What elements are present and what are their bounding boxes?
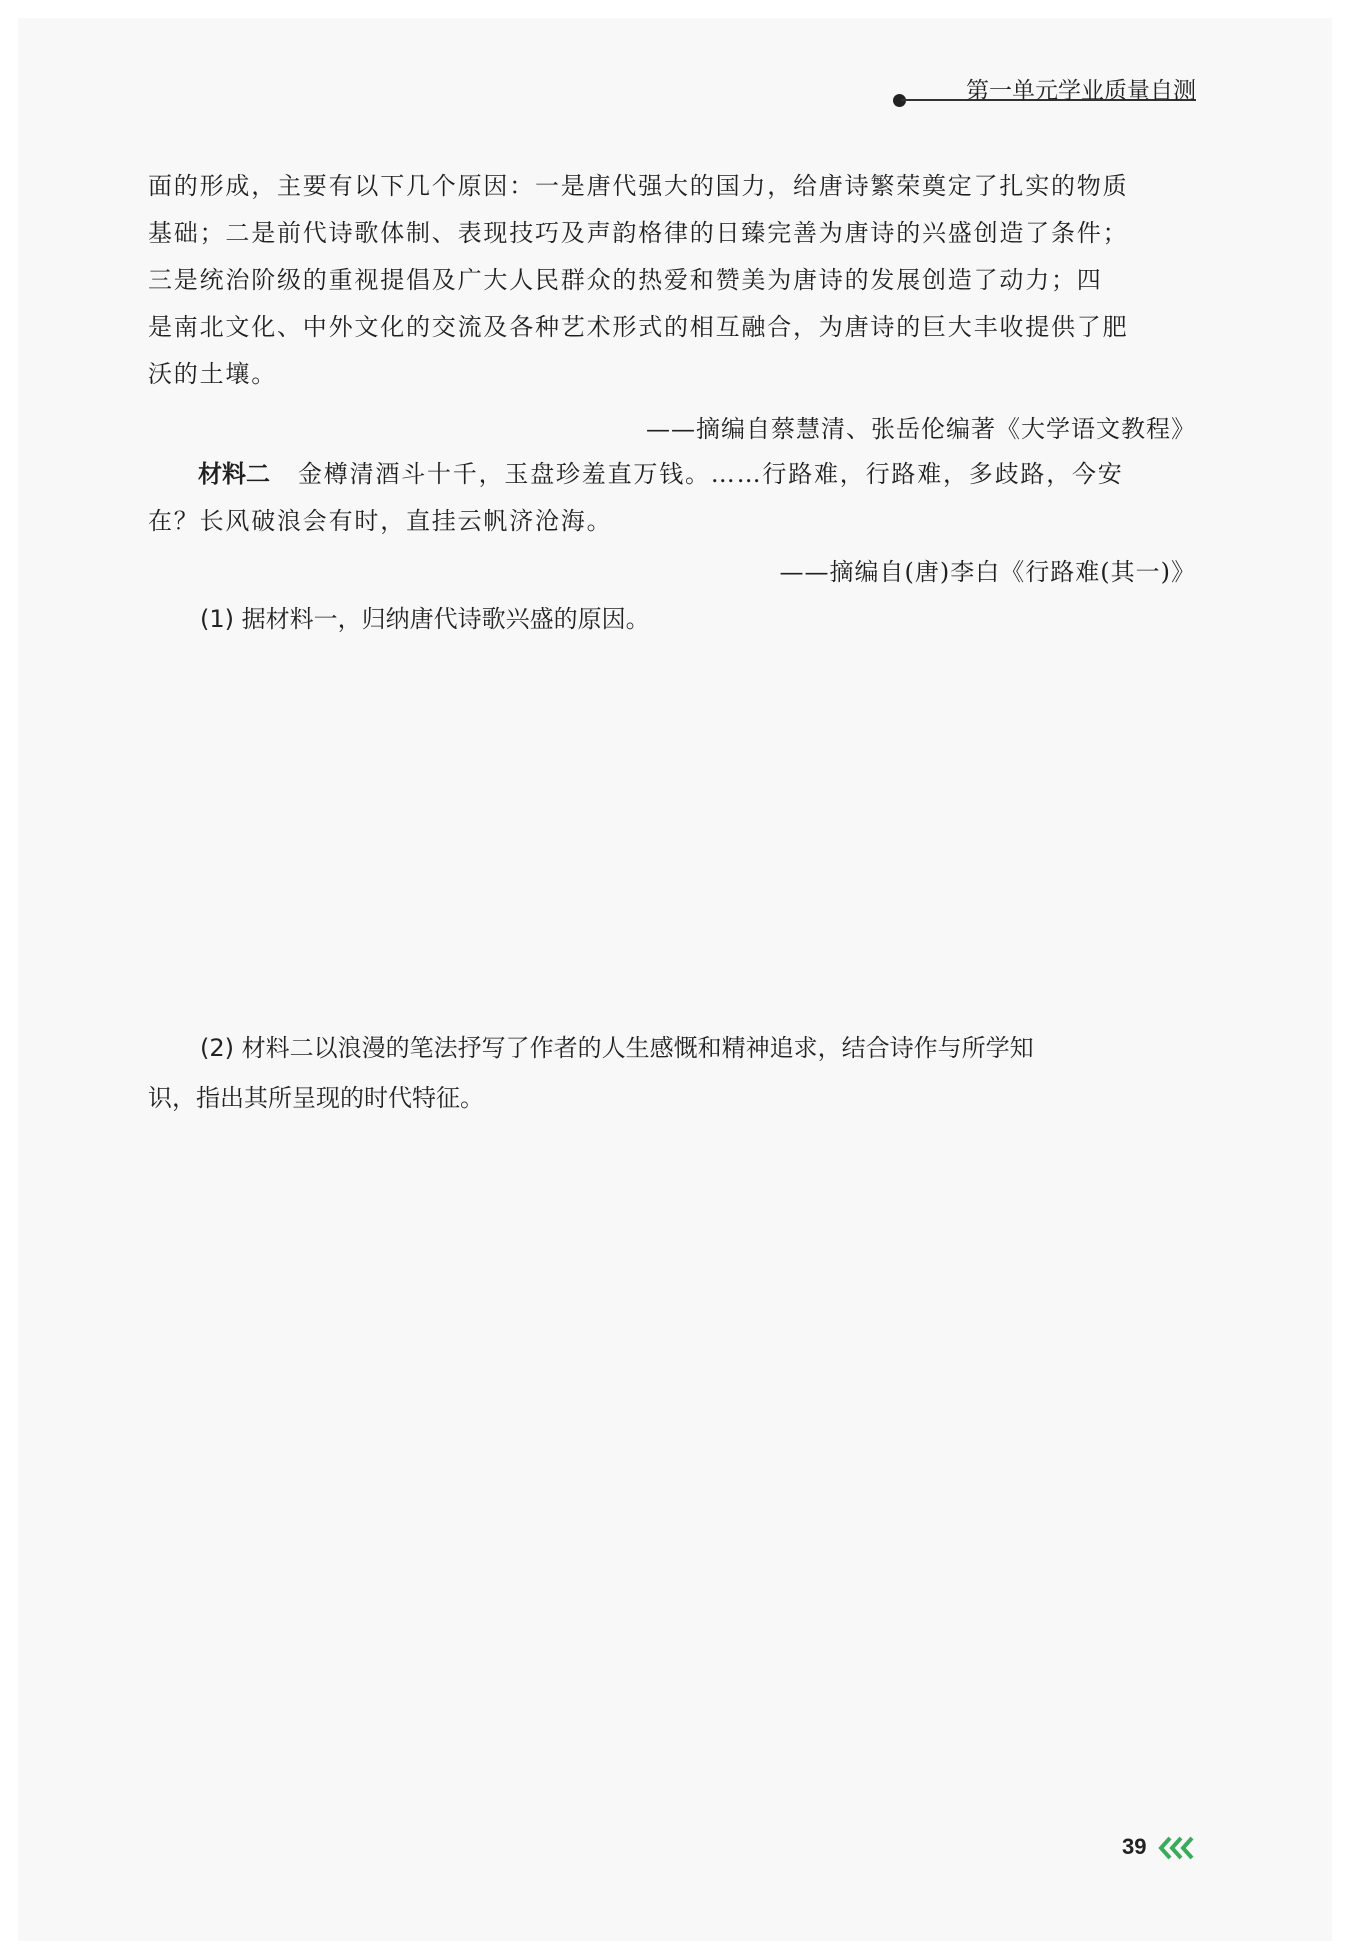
material-one-line: 是南北文化、中外文化的交流及各种艺术形式的相互融合，为唐诗的巨大丰收提供了肥 [148,313,1129,341]
header-title: 第一单元学业质量自测 [966,78,1196,104]
chevrons-left-icon [1158,1836,1198,1860]
material-one-line: 基础；二是前代诗歌体制、表现技巧及声韵格律的日臻完善为唐诗的兴盛创造了条件； [148,219,1129,247]
material-two-line [148,451,1196,498]
material-two-source: ——摘编自(唐)李白《行路难(其一)》 [779,558,1196,586]
material-one-line: 三是统治阶级的重视提倡及广大人民群众的热爱和赞美为唐诗的发展创造了动力；四 [148,266,1103,294]
material-one-text [148,163,1196,398]
question-one: (1) 据材料一，归纳唐代诗歌兴盛的原因。 [200,605,650,633]
material-two-label: 材料二 [198,460,270,488]
material-one-line: 面的形成，主要有以下几个原因：一是唐代强大的国力，给唐诗繁荣奠定了扎实的物质 [148,172,1129,200]
material-one-source: ——摘编自蔡慧清、张岳伦编著《大学语文教程》 [646,415,1196,443]
material-one-line: 沃的土壤。 [148,360,277,388]
page-number: 39 [1122,1834,1147,1859]
material-two-text [148,451,1196,545]
material-two-line1: 金樽清酒斗十千，玉盘珍羞直万钱。……行路难，行路难，多歧路，今安 [298,460,1124,488]
page-header [893,70,1196,104]
material-two-line2: 在？长风破浪会有时，直挂云帆济沧海。 [148,507,613,535]
question-two-line1: (2) 材料二以浪漫的笔法抒写了作者的人生感慨和精神追求，结合诗作与所学知 [200,1034,1034,1062]
question-two [148,1023,1196,1123]
question-two-line2: 识，指出其所呈现的时代特征。 [148,1084,484,1112]
